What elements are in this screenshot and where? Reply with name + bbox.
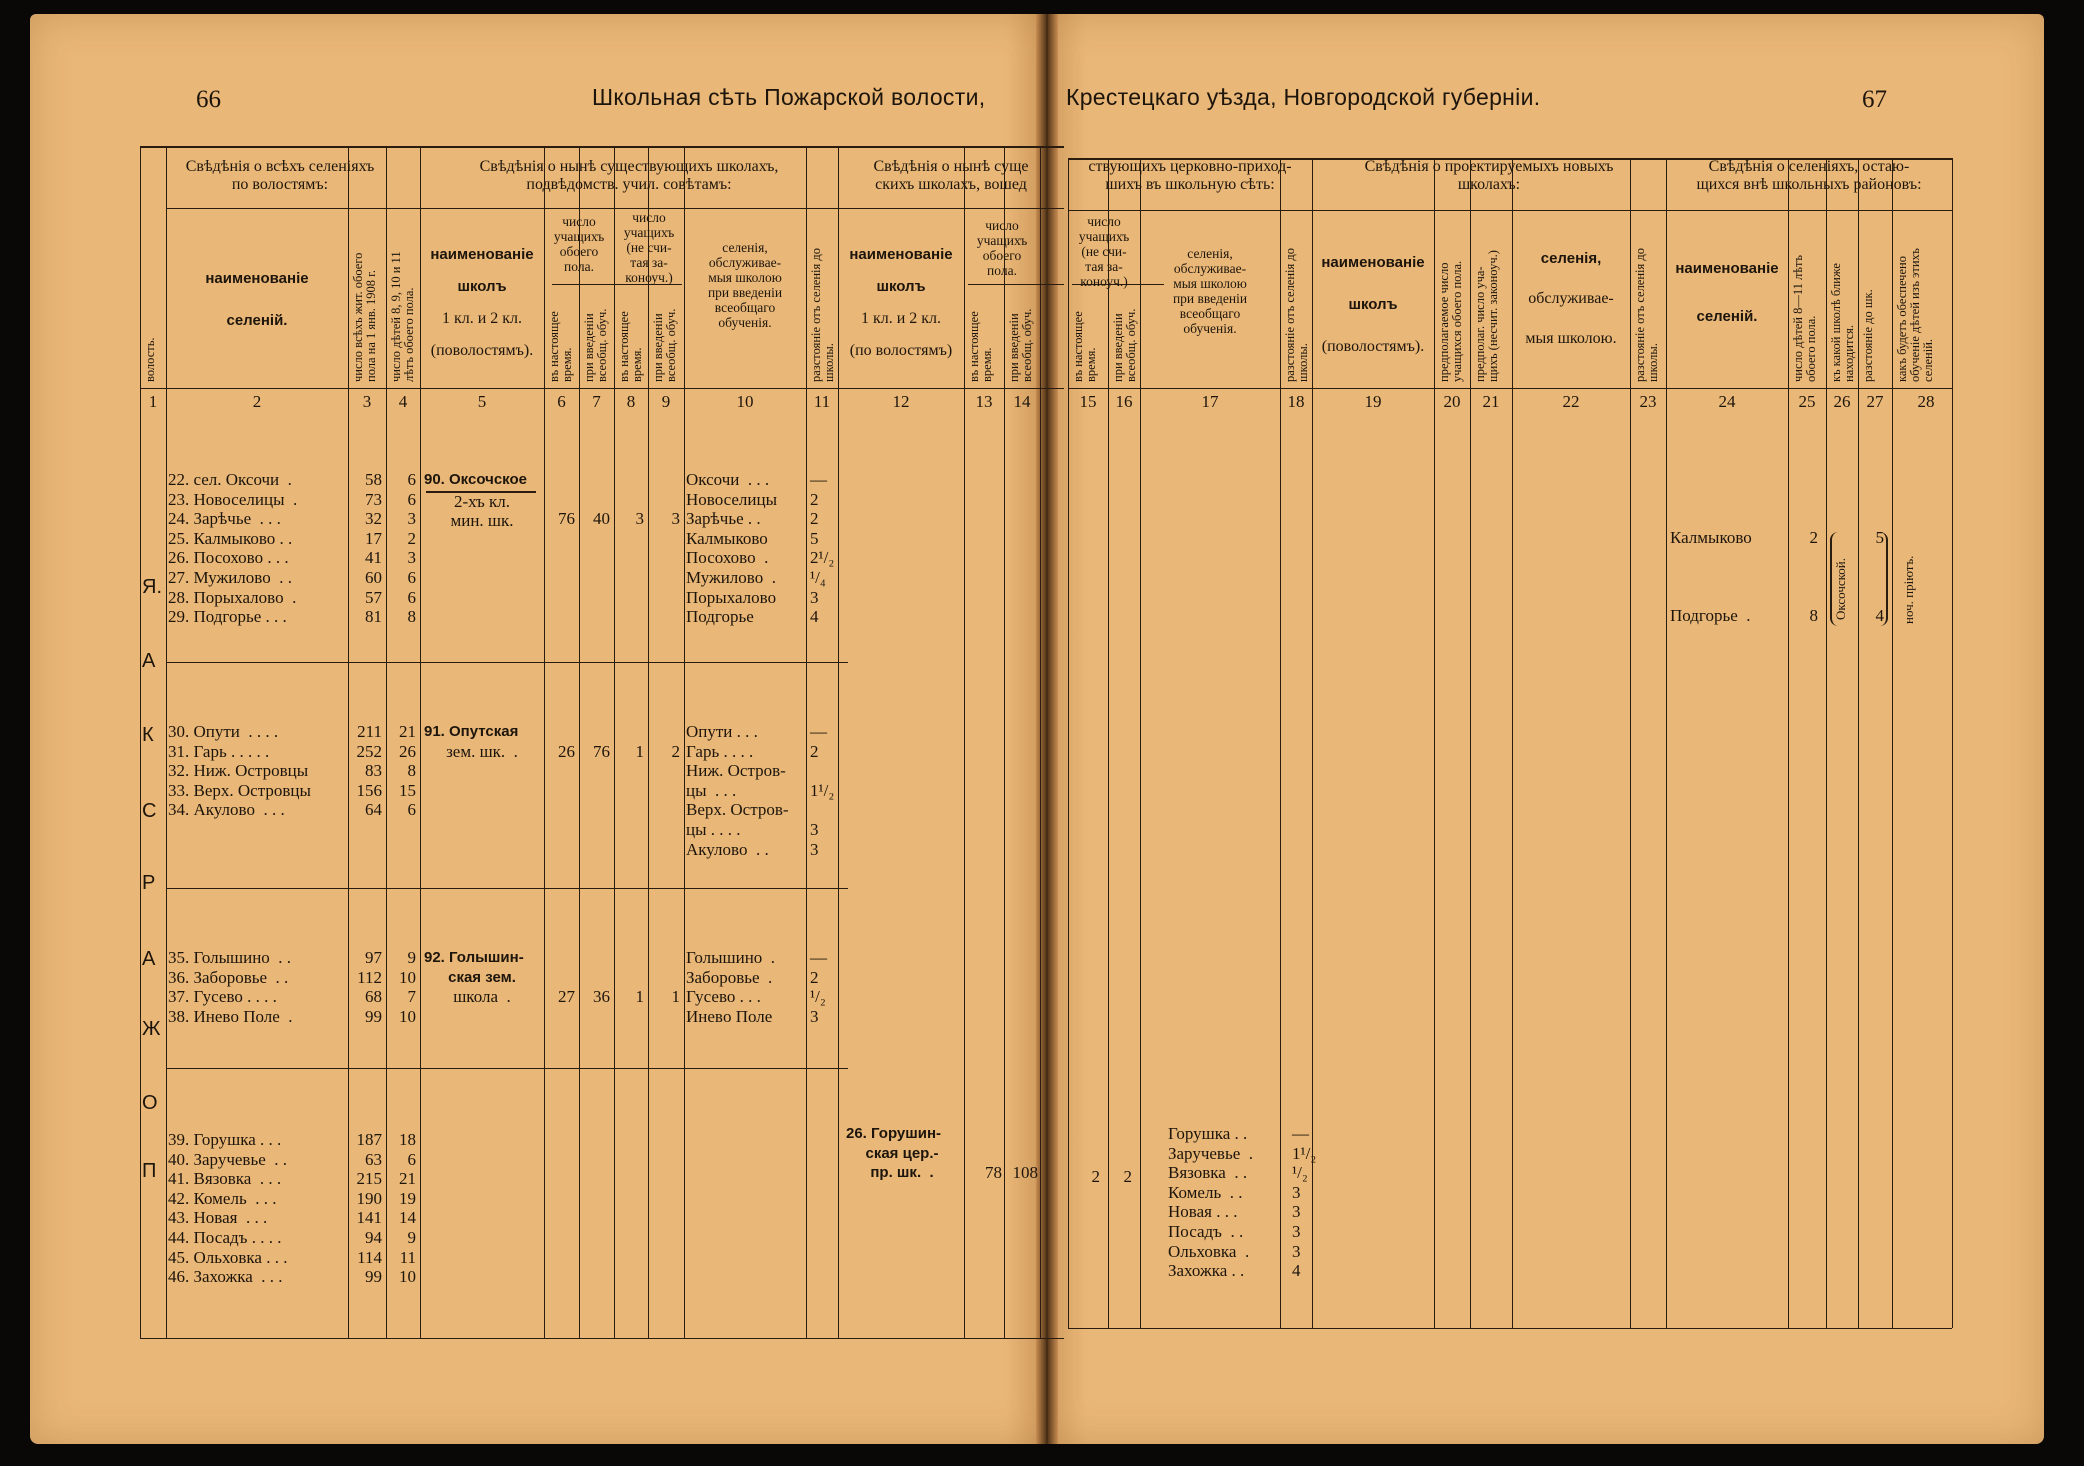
children-value: 15 [399, 780, 416, 800]
village-name: 31. Гарь . . . . . [168, 741, 270, 761]
outside-nearest-school: Оксочской. [1833, 558, 1848, 620]
header-c20: предполагаемое число учащихся обоего пола. [1437, 260, 1464, 382]
church-distance: 1¹/₂ [1292, 1143, 1317, 1163]
teacher-count-t_all: 76 [593, 741, 610, 761]
column-number: 27 [1866, 392, 1884, 411]
population-value: 99 [365, 1006, 382, 1026]
church-served-village: Заручевье . [1168, 1143, 1254, 1163]
col19-c19c: (поволостямъ). [1321, 338, 1425, 355]
church-distance: — [1292, 1124, 1309, 1143]
children-value: 3 [407, 548, 416, 568]
outside-children: 8 [1809, 606, 1818, 625]
village-name: 24. Зарѣчье . . . [168, 509, 281, 529]
column-number: 10 [736, 392, 754, 411]
header-c10: селенія, обслуживае- мыя школою при введеніи всеобщаго обученія. [707, 240, 783, 330]
header-c11: разстояніе отъ селенія до школы. [809, 248, 836, 382]
village-name: 23. Новоселицы . [168, 489, 298, 509]
children-value: 26 [399, 741, 416, 761]
header-c6: въ настоящее время. [547, 311, 574, 382]
volost-letter: Я. [142, 576, 162, 598]
population-value: 32 [365, 509, 382, 529]
col2-c2a: наименованіе [205, 270, 309, 287]
col-rule-right-5 [1434, 158, 1435, 1328]
children-value: 6 [407, 568, 416, 587]
served-village: Опути . . . [686, 722, 758, 741]
group-header-g1: Свѣдѣнія о всѣхъ селеніяхъ по волостямъ: [185, 158, 375, 193]
children-value: 6 [407, 587, 416, 607]
column-number: 16 [1115, 392, 1133, 411]
distance-value: 3 [810, 820, 819, 839]
distance-value: 2¹/₂ [810, 548, 835, 568]
teacher-count-u_now: 1 [635, 987, 644, 1007]
school-name: 2-хъ кл. [453, 491, 511, 511]
children-value: 9 [407, 1228, 416, 1247]
header-c16: при введеніи всеобщ. обуч. [1111, 308, 1138, 382]
outside-distance: 5 [1875, 528, 1884, 547]
church-teacher-t_all: 108 [1012, 1163, 1038, 1183]
village-name: 26. Посохово . . . [168, 548, 289, 568]
header-c9: при введеніи всеобщ. обуч. [651, 308, 678, 382]
served-village: Подгорье [686, 607, 754, 627]
col-rule-right-0 [1068, 158, 1069, 1328]
right-running-title: Крестецкаго уѣзда, Новгородской губерніи. [1066, 84, 1541, 110]
col-rule-right-9 [1666, 158, 1667, 1328]
distance-value: ¹/₄ [810, 568, 826, 587]
church-teacher-t_now: 78 [985, 1163, 1002, 1183]
col-rule-right-12 [1858, 158, 1859, 1328]
village-name: 40. Заручевье . . [168, 1149, 288, 1169]
population-value: 57 [365, 587, 382, 607]
block-separator-3 [166, 1068, 848, 1069]
church-served-village: Захожка . . [1168, 1261, 1245, 1281]
outside-distance: 4 [1875, 606, 1884, 625]
distance-value: — [810, 722, 827, 741]
col12-c12b: школъ [876, 278, 926, 295]
school-name: школа . [453, 987, 511, 1007]
column-number: 2 [252, 392, 262, 411]
column-number: 4 [398, 392, 408, 411]
col-rule-right-10 [1788, 158, 1789, 1328]
church-school-name: пр. шк. . [870, 1164, 934, 1182]
col-rule-right-6 [1470, 158, 1471, 1328]
church-distance: 3 [1292, 1241, 1301, 1261]
teacher-count-u_now: 3 [635, 509, 644, 529]
population-value: 63 [365, 1149, 382, 1169]
distance-value: — [810, 470, 827, 489]
column-number: 9 [661, 392, 671, 411]
village-name: 44. Посадъ . . . . [168, 1228, 282, 1247]
col-rule-right-13 [1892, 158, 1893, 1328]
children-value: 21 [399, 1169, 416, 1189]
column-number: 11 [813, 392, 831, 411]
header-c23: разстояніе отъ селенія до школы. [1633, 248, 1660, 382]
group-header-g5: Свѣдѣнія о селеніяхъ, остаю- щихся внѣ школьныхъ районовъ: [1696, 158, 1922, 193]
header-c15: въ настоящее время. [1071, 311, 1098, 382]
school-underline [426, 491, 536, 493]
village-name: 42. Комель . . . [168, 1188, 277, 1208]
volost-letter: К [142, 724, 154, 746]
col-rule-left-12 [964, 146, 965, 1338]
column-number: 22 [1562, 392, 1580, 411]
outside-children: 2 [1809, 528, 1818, 547]
village-name: 45. Ольховка . . . [168, 1247, 288, 1267]
outside-village: Калмыково [1670, 528, 1752, 547]
served-village: Калмыково [686, 528, 768, 548]
col-rule-right-1 [1108, 158, 1109, 1328]
population-value: 99 [365, 1267, 382, 1287]
column-number: 8 [626, 392, 636, 411]
children-value: 21 [399, 722, 416, 741]
served-village: Новоселицы [686, 489, 778, 509]
village-name: 28. Порыхалово . [168, 587, 297, 607]
population-value: 112 [357, 967, 382, 987]
col22-c22c: мыя школою. [1525, 330, 1617, 347]
served-village: Верх. Остров- [686, 800, 789, 820]
table-top-rule-left [140, 146, 1064, 148]
distance-value: — [810, 948, 827, 967]
village-name: 39. Горушка . . . [168, 1130, 282, 1149]
column-number: 3 [362, 392, 372, 411]
served-village: цы . . . . [686, 820, 741, 839]
column-number: 24 [1718, 392, 1736, 411]
col12-c12c: 1 кл. и 2 кл. [860, 310, 942, 327]
church-school-name: 26. Горушин- [846, 1125, 942, 1142]
population-value: 211 [357, 722, 382, 741]
served-village: Заборовье . [686, 967, 773, 987]
population-value: 64 [365, 800, 382, 820]
church-teacher-u_now: 2 [1091, 1167, 1100, 1187]
brace-left [1830, 532, 1840, 626]
village-name: 43. Новая . . . [168, 1208, 268, 1228]
column-number: 14 [1013, 392, 1031, 411]
column-number: 26 [1833, 392, 1851, 411]
village-name: 33. Верх. Островцы [168, 780, 311, 800]
col-rule-left-0 [140, 146, 141, 1338]
teacher-count-t_all: 40 [593, 509, 610, 529]
column-number: 25 [1798, 392, 1816, 411]
teacher-count-t_all: 36 [593, 987, 610, 1007]
population-value: 97 [365, 948, 382, 967]
distance-value: 3 [810, 1006, 819, 1026]
col-rule-right-8 [1630, 158, 1631, 1328]
group-header-rule-left [166, 208, 1064, 209]
children-value: 2 [407, 528, 416, 548]
header-c21: предполаг. число уча- щихъ (несчит. законоуч.) [1473, 250, 1500, 382]
children-value: 10 [399, 1006, 416, 1026]
church-served-village: Вязовка . . [1168, 1163, 1248, 1183]
header-c18: разстояніе отъ селенія до школы. [1283, 248, 1310, 382]
header-c25: число дѣтей 8—11 лѣтъ обоего пола. [1791, 255, 1818, 382]
population-value: 156 [356, 780, 382, 800]
distance-value: 3 [810, 839, 819, 859]
column-number: 19 [1364, 392, 1382, 411]
children-value: 6 [407, 489, 416, 509]
column-number: 18 [1287, 392, 1305, 411]
served-village: Акулово . . [686, 839, 769, 859]
children-value: 9 [407, 948, 416, 967]
children-value: 6 [407, 800, 416, 820]
children-value: 19 [399, 1188, 416, 1208]
church-distance: 4 [1292, 1261, 1301, 1281]
header-c1314: число учащихъ обоего пола. [976, 218, 1028, 278]
school-name: 90. Оксочское [424, 471, 527, 488]
col2-c2b: селеній. [226, 312, 288, 329]
village-name: 30. Опути . . . . [168, 722, 279, 741]
volost-letter: С [142, 800, 157, 822]
population-value: 58 [365, 470, 382, 489]
volost-letter: О [142, 1092, 158, 1114]
church-served-village: Новая . . . [1168, 1202, 1238, 1222]
header-c7: при введеніи всеобщ. обуч. [582, 308, 609, 382]
column-number: 23 [1639, 392, 1657, 411]
population-value: 114 [357, 1247, 382, 1267]
village-name: 32. Ниж. Островцы [168, 761, 309, 781]
block-separator-2 [166, 888, 848, 889]
children-value: 10 [399, 967, 416, 987]
col5-c5d: (поволостямъ). [430, 342, 534, 359]
population-value: 81 [365, 607, 382, 627]
children-value: 7 [407, 987, 416, 1007]
distance-value: 4 [810, 607, 819, 627]
col12-c12a: наименованіе [849, 246, 953, 263]
served-village: Гарь . . . . [686, 741, 754, 761]
distance-value: ¹/₂ [810, 987, 826, 1007]
served-village: Мужилово . [686, 568, 776, 587]
population-value: 215 [356, 1169, 382, 1189]
church-teacher-u_all: 2 [1123, 1167, 1132, 1187]
population-value: 83 [365, 761, 382, 781]
col22-c22a: селенія, [1540, 250, 1602, 267]
group-header-g3b: ствующихъ церковно-приход- шихъ въ школьную сѣть: [1088, 158, 1292, 193]
col-rule-right-3 [1280, 158, 1281, 1328]
left-running-title: Школьная сѣть Пожарской волости, [592, 84, 986, 110]
population-value: 187 [356, 1130, 382, 1149]
table-bottom-rule-right [1068, 1328, 1952, 1329]
column-number: 28 [1917, 392, 1935, 411]
col-rule-left-10 [806, 146, 807, 1338]
column-number: 7 [592, 392, 601, 411]
header-c3: число всѣхъ жит. обоего пола на 1 янв. 1908 г. [351, 252, 378, 382]
church-served-village: Ольховка . [1168, 1241, 1250, 1261]
population-value: 252 [356, 741, 382, 761]
school-name: зем. шк. . [446, 741, 518, 761]
header-c8: въ настоящее время. [617, 311, 644, 382]
village-name: 22. сел. Оксочи . [168, 470, 292, 489]
served-village: Гусево . . . [686, 987, 761, 1007]
village-name: 38. Иневo Поле . [168, 1006, 293, 1026]
header-bottom-rule-left [140, 388, 1064, 389]
volost-letter: П [142, 1160, 157, 1182]
col5-c5a: наименованіе [430, 246, 534, 263]
population-value: 73 [365, 489, 382, 509]
population-value: 60 [365, 568, 382, 587]
children-value: 3 [407, 509, 416, 529]
served-village: Ниж. Остров- [686, 761, 786, 781]
column-number: 13 [975, 392, 993, 411]
distance-value: 2 [810, 489, 819, 509]
population-value: 41 [365, 548, 382, 568]
header-c27: разстояніе до шк. [1861, 289, 1875, 382]
column-number: 20 [1443, 392, 1461, 411]
col24-c24b: селеній. [1696, 308, 1758, 325]
col5-c5c: 1 кл. и 2 кл. [441, 310, 523, 327]
col19-c19a: наименованіе [1321, 254, 1425, 271]
served-village: Порыхалово [686, 587, 777, 607]
col19-c19b: школъ [1348, 296, 1398, 313]
col24-c24a: наименованіе [1675, 260, 1779, 277]
population-value: 141 [356, 1208, 382, 1228]
column-number: 6 [557, 392, 566, 411]
col-rule-left-13 [1004, 146, 1005, 1338]
served-village: Зарѣчье . . [686, 509, 761, 529]
volost-letter: Ж [142, 1018, 161, 1040]
volost-letter: Р [142, 872, 156, 894]
column-number: 5 [477, 392, 487, 411]
distance-value: 2 [810, 509, 819, 529]
teacher-count-t_now: 27 [558, 987, 575, 1007]
header-c1: волость. [143, 337, 157, 382]
children-value: 8 [407, 607, 416, 627]
church-served-village: Посадъ . . [1168, 1222, 1244, 1241]
col12-c12d: (по волостямъ) [849, 342, 953, 359]
children-value: 8 [407, 761, 416, 781]
header-bottom-rule-right [1068, 388, 1952, 389]
teacher-count-t_now: 26 [558, 741, 575, 761]
group-header-g3: Свѣдѣнія о нынѣ суще скихъ школахъ, вошед [873, 158, 1029, 193]
col-rule-right-14 [1952, 158, 1953, 1328]
village-name: 46. Захожка . . . [168, 1267, 283, 1287]
school-name: 92. Голышин- [424, 949, 524, 966]
col-rule-left-14 [1040, 146, 1041, 1338]
population-value: 68 [365, 987, 382, 1007]
distance-value: 5 [810, 528, 819, 548]
village-name: 34. Акулово . . . [168, 800, 285, 820]
teacher-count-u_all: 1 [671, 987, 680, 1007]
school-name: мин. шк. [450, 511, 514, 531]
distance-value: 2 [810, 967, 819, 987]
volost-letter: А [142, 650, 156, 672]
table-bottom-rule-left [140, 1338, 1064, 1339]
col-rule-right-11 [1826, 158, 1827, 1328]
village-name: 37. Гусево . . . . [168, 987, 277, 1007]
served-village: Голышино . [686, 948, 776, 967]
children-value: 6 [407, 470, 416, 489]
teacher-count-t_now: 76 [558, 509, 575, 529]
header-c1516: число учащихъ (не счи- тая за- коноуч.) [1078, 214, 1130, 289]
village-name: 27. Мужилово . . [168, 568, 292, 587]
column-number: 1 [148, 392, 158, 411]
church-school-name: ская цер.- [865, 1144, 939, 1162]
population-value: 17 [365, 528, 382, 548]
church-distance: ¹/₂ [1292, 1163, 1308, 1183]
teacher-count-u_all: 2 [671, 741, 680, 761]
village-name: 25. Калмыково . . [168, 528, 293, 548]
group-header-rule-right [1068, 210, 1952, 211]
church-served-village: Горушка . . [1168, 1124, 1248, 1143]
column-number: 12 [892, 392, 910, 411]
school-name: 91. Опутская [424, 723, 519, 740]
church-distance: 3 [1292, 1182, 1301, 1202]
left-page-number: 66 [196, 86, 221, 113]
column-number: 15 [1079, 392, 1097, 411]
served-village: Посохово . [686, 548, 769, 568]
right-page-number: 67 [1862, 86, 1887, 113]
children-value: 11 [399, 1247, 416, 1267]
school-name: ская зем. [448, 968, 516, 986]
teacher-count-u_now: 1 [635, 741, 644, 761]
village-name: 29. Подгорье . . . [168, 607, 287, 627]
group-header-g2: Свѣдѣнія о нынѣ существующихъ школахъ, подвѣдомств. учил. совѣтамъ: [479, 158, 779, 193]
volost-letter: А [142, 948, 156, 970]
population-value: 190 [356, 1188, 382, 1208]
church-distance: 3 [1292, 1222, 1301, 1241]
distance-value: 3 [810, 587, 819, 607]
children-value: 14 [399, 1208, 416, 1228]
teacher-count-u_all: 3 [671, 509, 680, 529]
header-c67: число учащихъ обоего пола. [553, 214, 605, 274]
sub-rule-teachers-2 [968, 284, 1064, 285]
header-c89: число учащихъ (не счи- тая за- коноуч.) [623, 210, 675, 285]
block-separator-1 [166, 662, 848, 663]
outside-village: Подгорье . [1670, 606, 1751, 625]
children-value: 18 [399, 1130, 416, 1149]
village-name: 41. Вязовка . . . [168, 1169, 282, 1189]
header-c4: число дѣтей 8, 9, 10 и 11 лѣтъ обоего пола. [389, 251, 416, 382]
header-c13: въ настоящее время. [967, 311, 994, 382]
church-served-village: Комель . . [1168, 1182, 1243, 1202]
distance-value: 1¹/₂ [810, 780, 835, 800]
children-value: 6 [407, 1149, 416, 1169]
served-village: Иневo Поле [686, 1006, 773, 1026]
population-value: 94 [365, 1228, 382, 1247]
header-c17: селенія, обслуживае- мыя школою при введеніи всеобщаго обученія. [1172, 246, 1248, 336]
village-name: 35. Голышино . . [168, 948, 292, 967]
outside-provision: ноч. пріютъ. [1901, 555, 1916, 624]
distance-value: 2 [810, 741, 819, 761]
brace-right [1878, 532, 1888, 626]
served-village: Оксочи . . . [686, 470, 770, 489]
col22-c22b: обслуживае- [1528, 290, 1614, 307]
header-c26: къ какой школѣ ближе находится. [1829, 263, 1856, 382]
village-name: 36. Заборовье . . [168, 967, 289, 987]
children-value: 10 [399, 1267, 416, 1287]
header-c28: какъ будетъ обеспечено обученіе дѣтей изъ этихъ селеній. [1895, 248, 1935, 382]
church-distance: 3 [1292, 1202, 1301, 1222]
header-c14: при введеніи всеобщ. обуч. [1007, 308, 1034, 382]
column-number: 17 [1201, 392, 1219, 411]
group-header-g4: Свѣдѣнія о проектируемыхъ новыхъ школахъ: [1364, 158, 1614, 193]
served-village: цы . . . [686, 780, 737, 800]
col5-c5b: школъ [457, 278, 507, 295]
column-number: 21 [1482, 392, 1500, 411]
